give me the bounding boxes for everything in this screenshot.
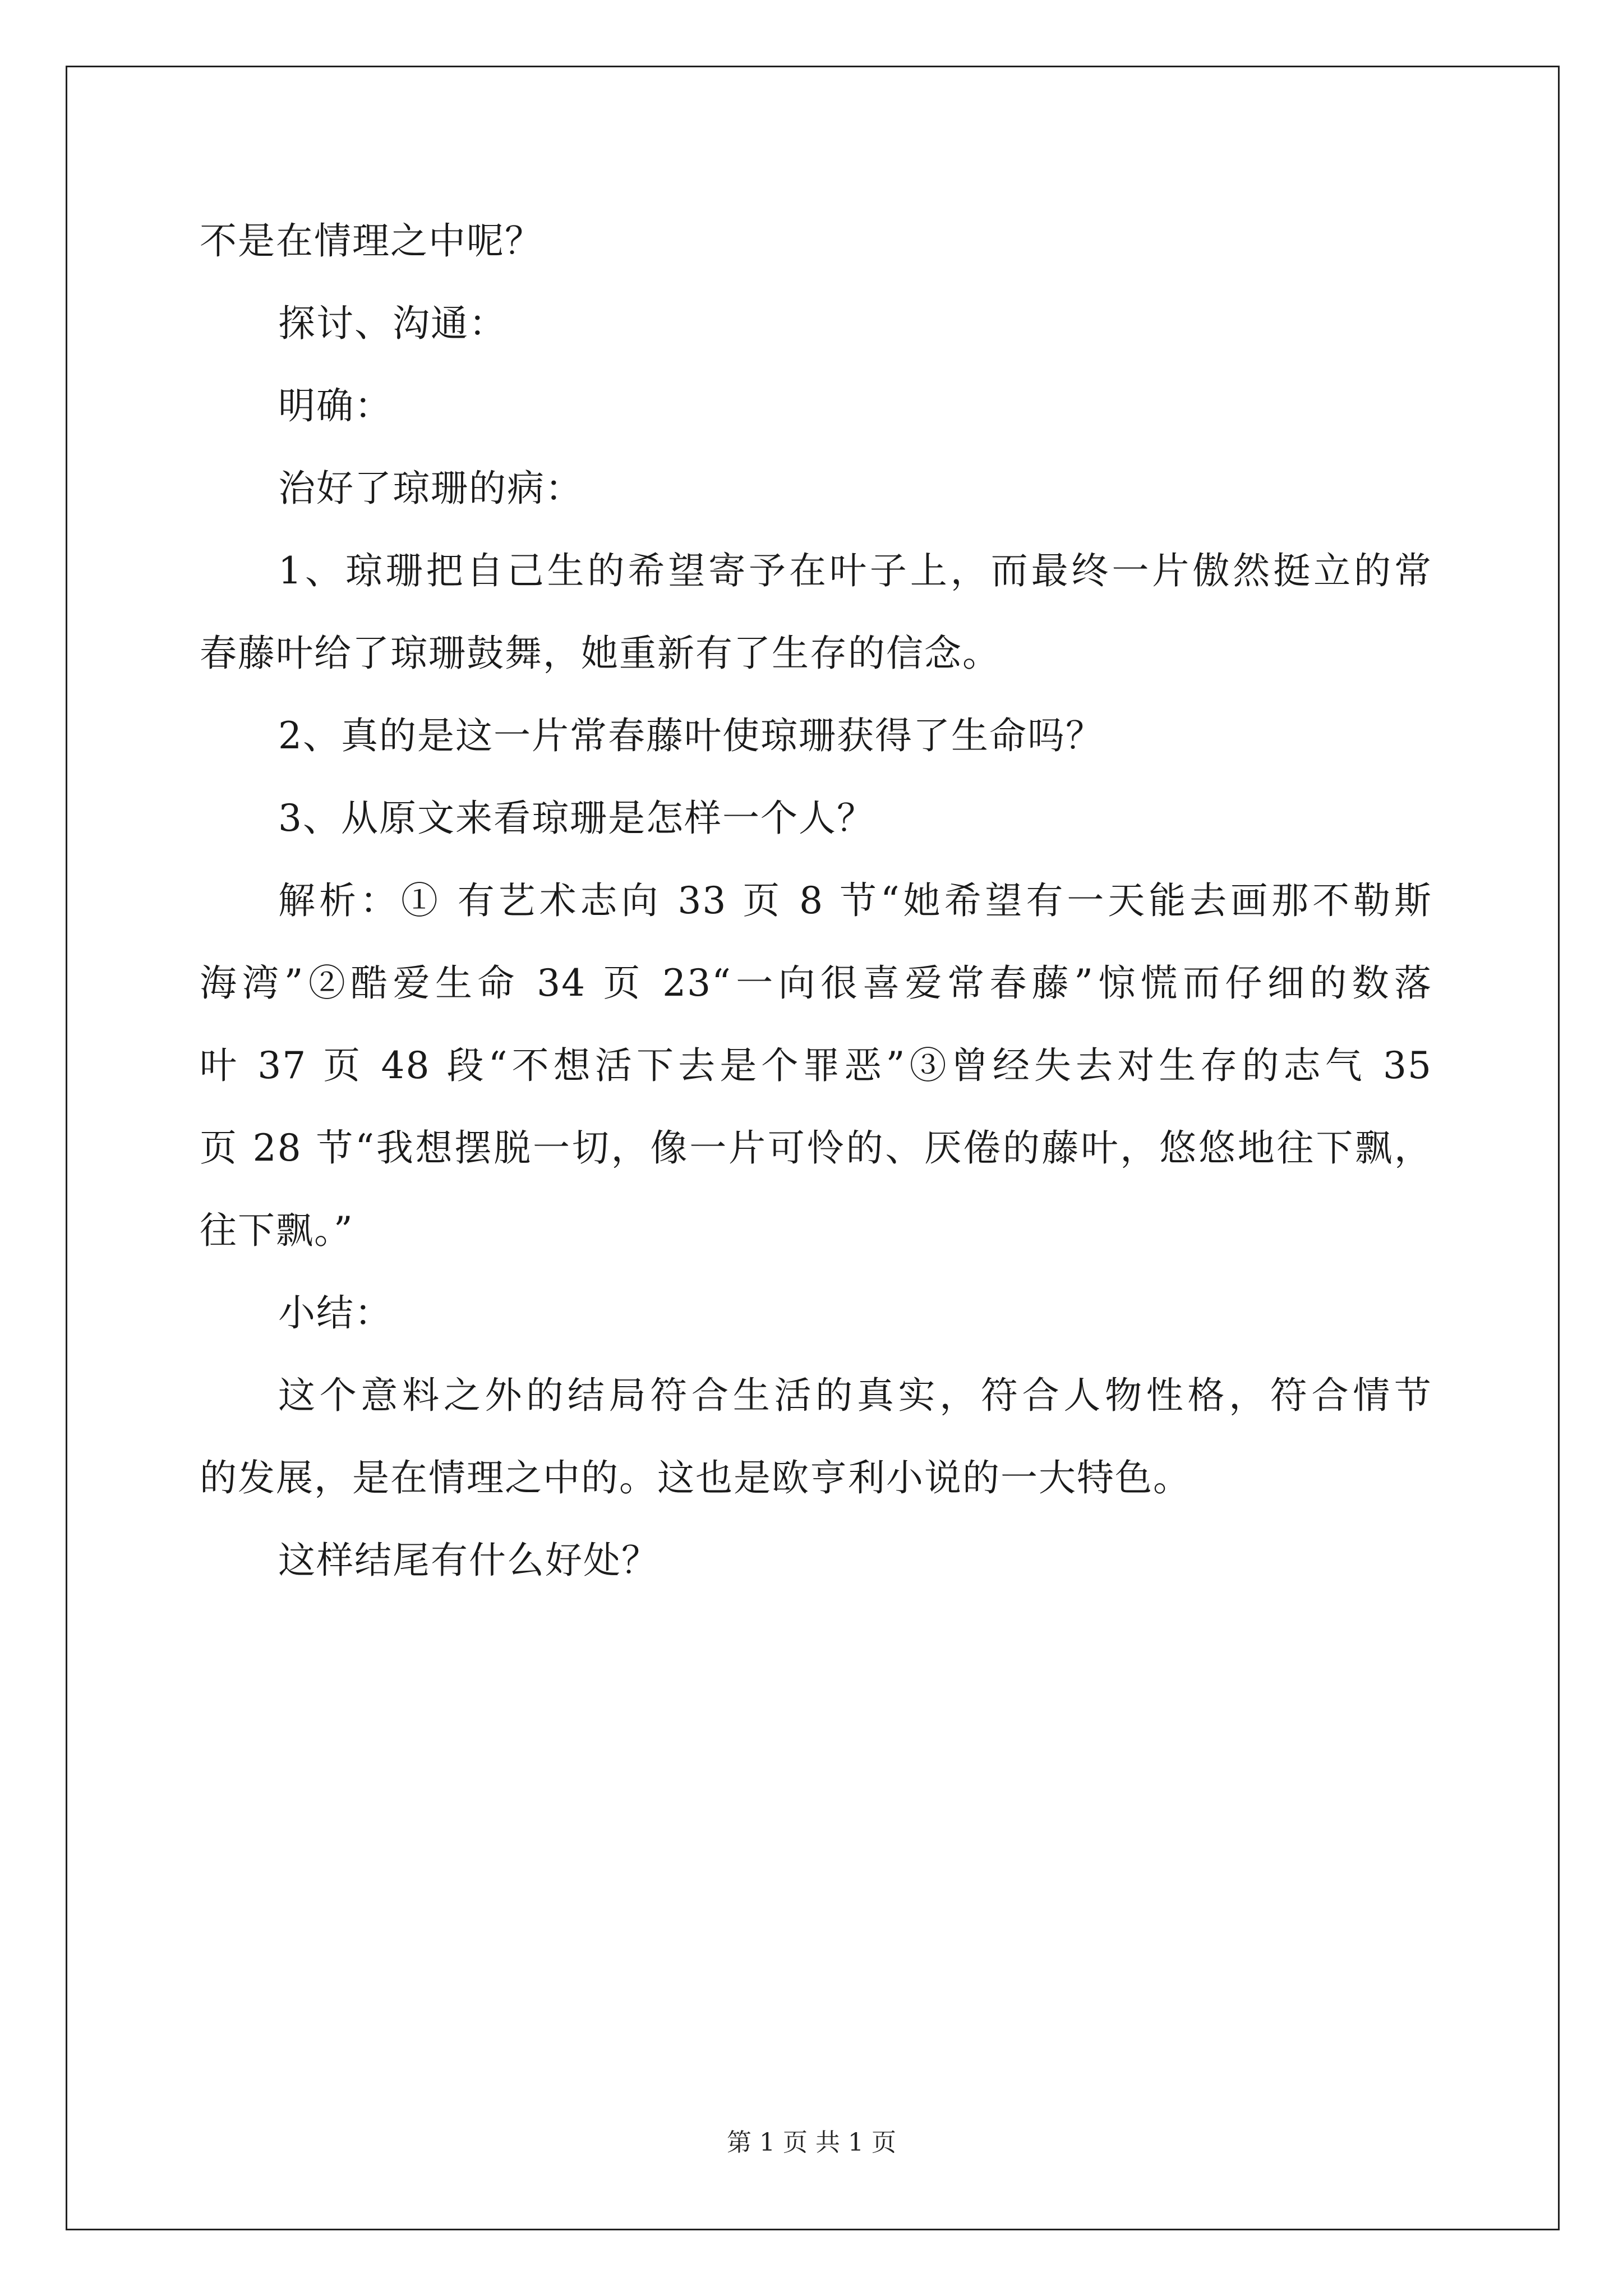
text-line: 海湾”②酷爱生命 34 页 23“一向很喜爱常春藤”惊慌而仔细的数落 xyxy=(200,961,1432,1005)
text-line: 春藤叶给了琼珊鼓舞，她重新有了生存的信念。 xyxy=(200,632,1000,675)
text-line: 解析：① 有艺术志向 33 页 8 节“她希望有一天能去画那不勒斯 xyxy=(278,879,1432,922)
text-line: 1、琼珊把自己生的希望寄予在叶子上，而最终一片傲然挺立的常 xyxy=(278,549,1432,592)
text-line: 页 28 节“我想摆脱一切，像一片可怜的、厌倦的藤叶，悠悠地往下飘， xyxy=(200,1126,1432,1170)
text-line: 2、真的是这一片常春藤叶使琼珊获得了生命吗？ xyxy=(278,714,1104,757)
text-line: 探讨、沟通： xyxy=(278,302,507,345)
text-line: 3、从原文来看琼珊是怎样一个人？ xyxy=(278,797,875,840)
text-line: 的发展，是在情理之中的。这也是欧亨利小说的一大特色。 xyxy=(200,1456,1191,1499)
text-line: 往下飘。” xyxy=(200,1209,354,1252)
text-line: 明确： xyxy=(278,384,393,427)
text-line: 这个意料之外的结局符合生活的真实，符合人物性格，符合情节 xyxy=(278,1374,1432,1417)
text-line: 治好了琼珊的病： xyxy=(278,467,583,510)
text-line: 这样结尾有什么好处？ xyxy=(278,1539,660,1582)
text-line: 小结： xyxy=(278,1291,393,1335)
text-line: 叶 37 页 48 段“不想活下去是个罪恶”③曾经失去对生存的志气 35 xyxy=(200,1044,1432,1087)
page-number-footer: 第 1 页 共 1 页 xyxy=(727,2128,896,2157)
text-line: 不是在情理之中呢？ xyxy=(200,219,543,263)
